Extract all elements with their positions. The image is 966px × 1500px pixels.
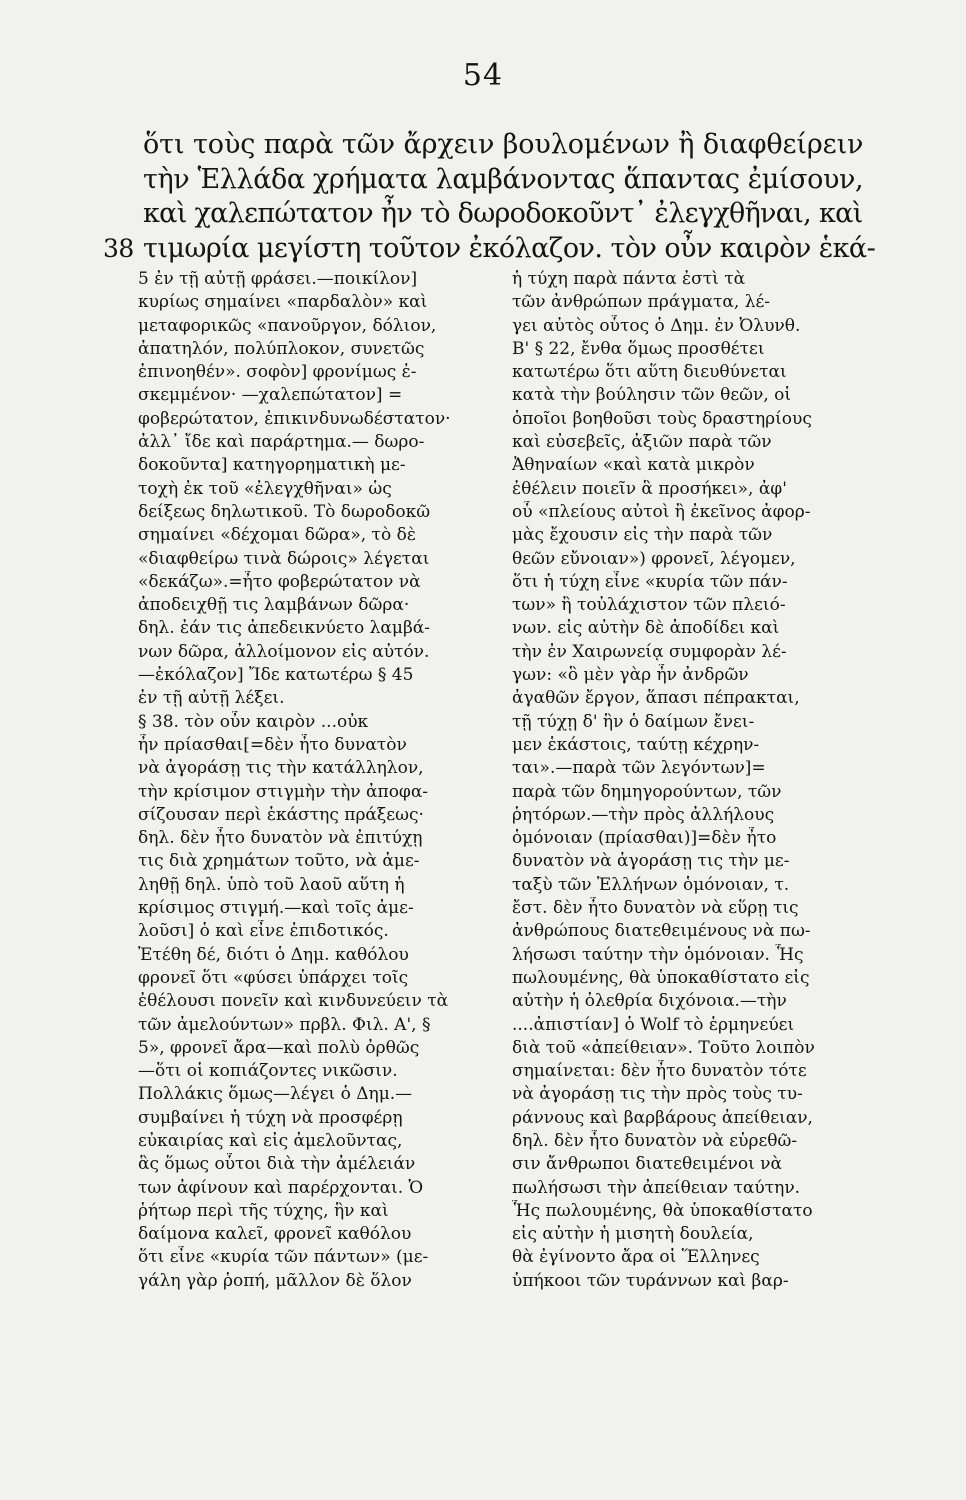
commentary-line: ....ἀπιστίαν] ὁ Wolf τὸ ἑρμηνεύει (512, 1014, 795, 1035)
commentary-line: Ἀθηναίων «καὶ κατὰ μικρὸν (512, 455, 755, 476)
commentary-line: δηλ. δὲν ἦτο δυνατὸν νὰ εὑρεθῶ- (512, 1130, 798, 1151)
commentary-line: καὶ εὐσεβεῖς, ἀξιῶν παρὰ τῶν (512, 432, 772, 453)
commentary-line: νὰ ἀγοράσῃ τις τὴν πρὸς τοὺς τυ- (512, 1084, 803, 1105)
commentary-line: δοκοῦντα] κατηγορηματικὴ με- (138, 455, 406, 476)
commentary-line: λήσωσι ταύτην τὴν ὁμόνοιαν. Ἧς (512, 944, 804, 965)
commentary-line: Ἧς πωλουμένης, θὰ ὑποκαθίστατο (512, 1200, 813, 1221)
commentary-line: Πολλάκις ὅμως—λέγει ὁ Δημ.— (138, 1084, 413, 1105)
commentary-line: ταξὺ τῶν Ἑλλήνων ὁμόνοιαν, τ. (512, 874, 790, 895)
commentary-line: τῶν ἀμελούντων» πρβλ. Φιλ. Α', § (138, 1014, 431, 1035)
main-text-block (103, 128, 876, 266)
commentary-line: ὅτι εἶνε «κυρία τῶν πάντων» (με- (138, 1247, 429, 1268)
commentary-line: λοῦσι] ὁ καὶ εἶνε ἐπιδοτικός. (138, 921, 389, 942)
commentary-line: ἃς ὅμως οὗτοι διὰ τὴν ἀμέλειάν (138, 1154, 416, 1175)
commentary-line: σίζουσαν περὶ ἑκάστης πράξεως· (138, 804, 424, 825)
commentary-line: πωλήσωσι τὴν ἀπείθειαν ταύτην. (512, 1177, 801, 1198)
commentary-line: αὐτὴν ἡ ὀλεθρία διχόνοια.—τὴν (512, 991, 787, 1012)
commentary-line: δαίμονα καλεῖ, φρονεῖ καθόλου (138, 1224, 412, 1245)
commentary-line: ἐθέλειν ποιεῖν ἃ προσήκει», ἀφ' (512, 478, 787, 499)
commentary-line: μεν ἑκάστοις, ταύτῃ κέχρην- (512, 734, 760, 755)
commentary-line: συμβαίνει ἡ τύχη νὰ προσφέρῃ (138, 1107, 403, 1128)
commentary-line: ὅτι ἡ τύχη εἶνε «κυρία τῶν πάν- (512, 571, 788, 592)
commentary-line: γει αὐτὸς οὗτος ὁ Δημ. ἐν Ὀλυνθ. (512, 315, 801, 336)
commentary-line: νων. εἰς αὐτὴν δὲ ἀποδίδει καὶ (512, 618, 780, 639)
commentary-line: ὁποῖοι βοηθοῦσι τοὺς δραστηρίους (512, 408, 812, 429)
commentary-line: ἀλλ᾽ ἴδε καὶ παράρτημα.— δωρο- (138, 432, 425, 453)
main-text-line: τὴν Ἑλλάδα χρήματα λαμβάνοντας ἅπαντας ἐμίσουν, (143, 163, 864, 195)
commentary-left-column (138, 268, 490, 1293)
commentary-line: ῥητόρων.—τὴν πρὸς ἀλλήλους (512, 804, 775, 825)
commentary-line: κατωτέρω ὅτι αὕτη διευθύνεται (512, 362, 787, 383)
commentary-line: σημαίνει «δέχομαι δῶρα», τὸ δὲ (138, 525, 416, 546)
commentary-line: τοχὴ ἐκ τοῦ «ἐλεγχθῆναι» ὡς (138, 478, 392, 499)
page-number: 54 (462, 58, 504, 93)
commentary-line: 5», φρονεῖ ἄρα—καὶ πολὺ ὀρθῶς (138, 1037, 420, 1058)
commentary-line: κατὰ τὴν βούλησιν τῶν θεῶν, οἱ (512, 385, 792, 406)
commentary-line: γων: «ὃ μὲν γὰρ ἦν ἀνδρῶν (512, 665, 749, 686)
commentary-line: τὴν ἐν Χαιρωνείᾳ συμφορὰν λέ- (512, 641, 787, 662)
main-text-line-content: τιμωρία μεγίστη τοῦτον ἐκόλαζον. τὸν οὖν καιρὸν ἑκά- (143, 232, 876, 264)
commentary-line: φρονεῖ ὅτι «φύσει ὑπάρχει τοῖς (138, 967, 409, 988)
commentary-line: δηλ. δὲν ἦτο δυνατὸν νὰ ἐπιτύχῃ (138, 828, 423, 849)
commentary-line: ληθῇ δηλ. ὑπὸ τοῦ λαοῦ αὕτη ἡ (138, 874, 405, 895)
commentary-line: σιν ἄνθρωποι διατεθειμένοι νὰ (512, 1154, 782, 1175)
commentary-line: νων δῶρα, ἀλλοίμονον εἰς αὐτόν. (138, 641, 430, 662)
commentary-line: θεῶν εὔνοιαν») φρονεῖ, λέγομεν, (512, 548, 796, 569)
commentary-line: τὴν κρίσιμον στιγμὴν τὴν ἀποφα- (138, 781, 429, 802)
commentary-right-column (512, 268, 852, 1293)
commentary-line: γάλη γὰρ ῥοπή, μᾶλλον δὲ ὅλον (138, 1270, 412, 1291)
commentary-line: δυνατὸν νὰ ἀγοράσῃ τις τὴν με- (512, 851, 790, 872)
commentary-line: ἐν τῇ αὐτῇ λέξει. (138, 688, 285, 709)
commentary-line: τῇ τύχῃ δ' ἣν ὁ δαίμων ἔνει- (512, 711, 755, 732)
commentary-line: κρίσιμος στιγμή.—καὶ τοῖς ἀμε- (138, 898, 414, 919)
commentary-line: ἀπατηλόν, πολύπλοκον, συνετῶς (138, 338, 425, 359)
commentary-line: ἡ τύχη παρὰ πάντα ἐστὶ τὰ (512, 269, 746, 289)
commentary-line: φοβερώτατον, ἐπικινδυνωδέστατον· (138, 408, 451, 429)
commentary-line: ὑπήκοοι τῶν τυράννων καὶ βαρ- (512, 1270, 789, 1291)
commentary-line: ἀποδειχθῇ τις λαμβάνων δῶρα· (138, 595, 410, 616)
commentary-line: παρὰ τῶν δημηγορούντων, τῶν (512, 781, 782, 802)
commentary-line: δείξεως δηλωτικοῦ. Τὸ δωροδοκῶ (138, 501, 431, 522)
commentary-line: —ἐκόλαζον] Ἴδε κατωτέρω § 45 (138, 665, 414, 686)
commentary-line: «δεκάζω».=ἦτο φοβερώτατον νὰ (138, 571, 421, 592)
main-text-line: καὶ χαλεπώτατον ἦν τὸ δωροδοκοῦντ᾽ ἐλεγχθῆναι, καὶ (143, 198, 863, 229)
commentary-line: μὰς ἔχουσιν εἰς τὴν παρὰ τῶν (512, 525, 773, 546)
commentary-line: ράννους καὶ βαρβάρους ἀπείθειαν, (512, 1107, 813, 1128)
commentary-line: ἐπινοηθέν». σοφὸν] φρονίμως ἐ- (138, 362, 417, 383)
commentary-line: ἀγαθῶν ἔργον, ἅπασι πέπρακται, (512, 688, 800, 709)
commentary-line: τῶν ἀνθρώπων πράγματα, λέ- (512, 292, 771, 313)
commentary-line: ἔστ. δὲν ἦτο δυνατὸν νὰ εὕρῃ τις (512, 898, 799, 919)
commentary-line: ὁμόνοιαν (πρίασθαι)]=δὲν ἦτο (512, 828, 777, 849)
commentary-line: ῥήτωρ περὶ τῆς τύχης, ἣν καὶ (138, 1200, 389, 1221)
commentary-line: —ὅτι οἱ κοπιάζοντες νικῶσιν. (138, 1061, 398, 1082)
commentary-line: σκεμμένον· —χαλεπώτατον] = (138, 385, 403, 406)
main-text-line: ὅτι τοὺς παρὰ τῶν ἄρχειν βουλομένων ἢ διαφθείρειν (143, 129, 864, 160)
commentary-line: ἐθέλουσι πονεῖν καὶ κινδυνεύειν τὰ (138, 991, 449, 1012)
commentary-line: των ἀφίνουν καὶ παρέρχονται. Ὁ (138, 1177, 424, 1198)
commentary-line: Ἐτέθη δέ, διότι ὁ Δημ. καθόλου (138, 944, 409, 965)
commentary-line: διὰ τοῦ «ἀπείθειαν». Τοῦτο λοιπὸν (512, 1037, 815, 1058)
commentary-line: § 38. τὸν οὖν καιρὸν ...οὐκ (138, 711, 369, 732)
commentary-line: μεταφορικῶς «πανοῦργον, δόλιον, (138, 315, 437, 336)
commentary-line: ἦν πρίασθαι[=δὲν ἦτο δυνατὸν (138, 734, 407, 755)
commentary-line: θὰ ἐγίνοντο ἄρα οἱ Ἕλληνες (512, 1247, 760, 1268)
commentary-line: ἀνθρώπους διατεθειμένους νὰ πω- (512, 921, 811, 942)
commentary-line: εἰς αὐτὴν ἡ μισητὴ δουλεία, (512, 1224, 754, 1245)
commentary-line: πωλουμένης, θὰ ὑποκαθίστατο εἰς (512, 967, 810, 988)
commentary-line: νὰ ἀγοράσῃ τις τὴν κατάλληλον, (138, 758, 424, 779)
section-line-number: 38 (103, 233, 134, 263)
commentary-line: «διαφθείρω τινὰ δώροις» λέγεται (138, 548, 430, 569)
commentary-line: κυρίως σημαίνει «παρδαλὸν» καὶ (138, 292, 428, 313)
commentary-line: 5 ἐν τῇ αὐτῇ φράσει.—ποικίλον] (138, 269, 418, 289)
commentary-line: ται».—παρὰ τῶν λεγόντων]= (512, 758, 766, 779)
commentary-line: σημαίνεται: δὲν ἦτο δυνατὸν τότε (512, 1061, 807, 1082)
commentary-line: των» ἢ τοὐλάχιστον τῶν πλειό- (512, 595, 786, 616)
commentary-line: οὗ «πλείους αὐτοὶ ἢ ἐκεῖνος ἀφορ- (512, 501, 811, 522)
main-text-line-with-number (103, 232, 876, 267)
commentary-line: Β' § 22, ἔνθα ὅμως προσθέτει (512, 338, 765, 359)
commentary-line: τις διὰ χρημάτων τοῦτο, νὰ ἀμε- (138, 851, 420, 872)
commentary-line: δηλ. ἐάν τις ἀπεδεικνύετο λαμβά- (138, 618, 431, 639)
commentary-line: εὐκαιρίας καὶ εἰς ἀμελοῦντας, (138, 1130, 403, 1151)
